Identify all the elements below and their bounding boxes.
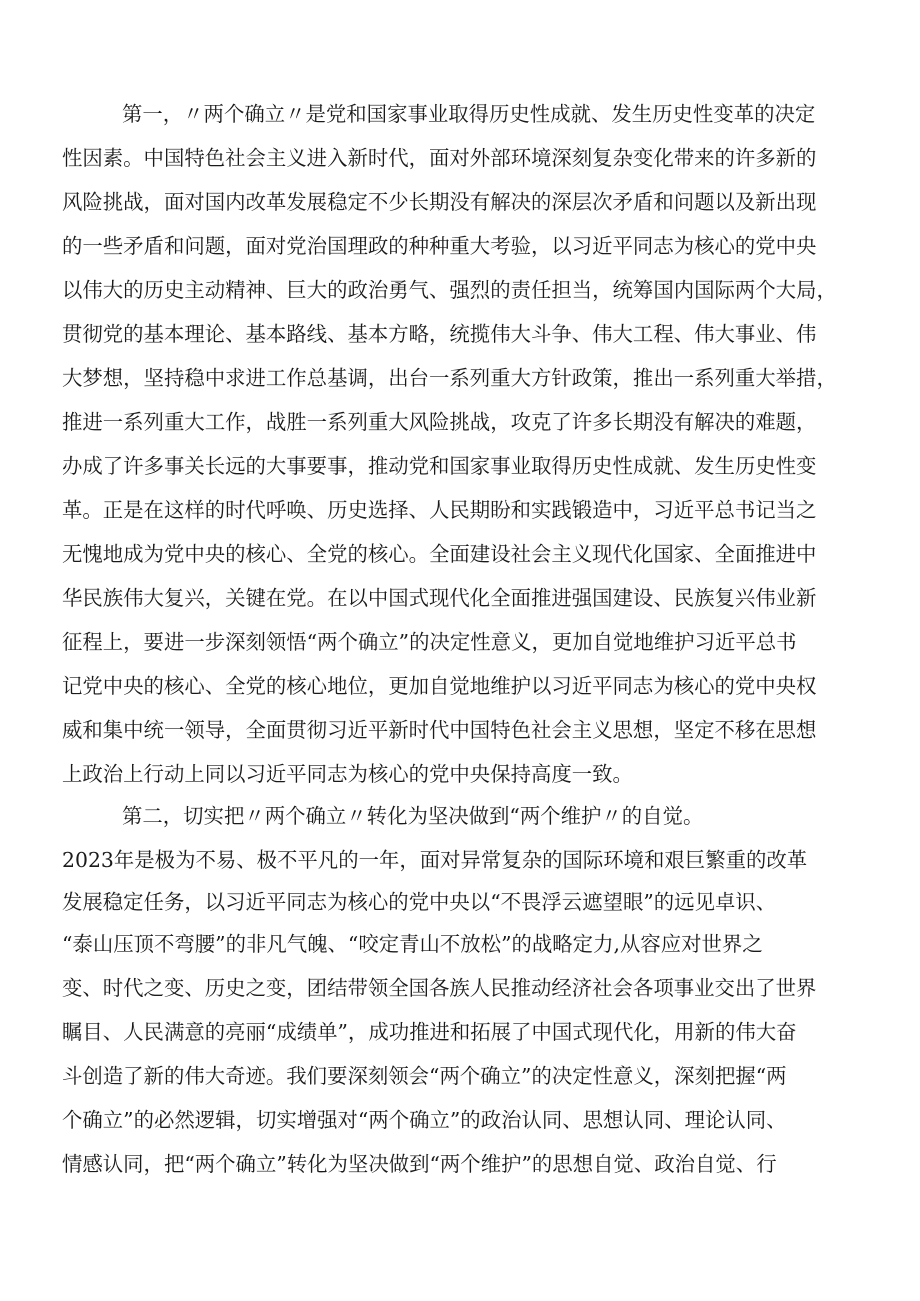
text-line: 发展稳定任务，以习近平同志为核心的党中央以“不畏浮云遮望眼”的远见卓识、 bbox=[62, 890, 777, 914]
text-line: 办成了许多事关长远的大事要事，推动党和国家事业取得历史性成就、发生历史性变 bbox=[62, 454, 817, 478]
text-line: 大梦想，坚持稳中求进工作总基调，出台一系列重大方针政策，推出一系列重大举措， bbox=[62, 366, 837, 390]
text-line: 个确立”的必然逻辑，切实增强对“两个确立”的政治认同、思想认同、理论认同、 bbox=[62, 1108, 787, 1132]
text-line: 的一些矛盾和问题，面对党治国理政的种种重大考验，以习近平同志为核心的党中央 bbox=[62, 234, 817, 258]
text-line: 情感认同，把“两个确立”转化为坚决做到“两个维护”的思想自觉、政治自觉、行 bbox=[62, 1152, 777, 1176]
text-line: 第二，切实把〃两个确立〃转化为坚决做到“两个维护〃的自觉。 bbox=[122, 804, 704, 828]
text-line: 推进一系列重大工作，战胜一系列重大风险挑战，攻克了许多长期没有解决的难题， bbox=[62, 410, 817, 434]
text-line: 革。正是在这样的时代呼唤、历史选择、人民期盼和实践锻造中，习近平总书记当之 bbox=[62, 498, 817, 522]
text-line: 上政治上行动上同以习近平同志为核心的党中央保持高度一致。 bbox=[62, 762, 633, 786]
text-line: 2023年是极为不易、极不平凡的一年，面对异常复杂的国际环境和艰巨繁重的改革 bbox=[62, 848, 808, 872]
text-line: 性因素。中国特色社会主义进入新时代，面对外部环境深刻复杂变化带来的许多新的 bbox=[62, 146, 817, 170]
text-line: 瞩目、人民满意的亮丽“成绩单”，成功推进和拓展了中国式现代化，用新的伟大奋 bbox=[62, 1020, 797, 1044]
text-line: 征程上，要进一步深刻领悟“两个确立”的决定性意义，更加自觉地维护习近平总书 bbox=[62, 630, 797, 654]
text-line: 斗创造了新的伟大奇迹。我们要深刻领会“两个确立”的决定性意义，深刻把握“两 bbox=[62, 1064, 787, 1088]
text-line: 无愧地成为党中央的核心、全党的核心。全面建设社会主义现代化国家、全面推进中 bbox=[62, 542, 817, 566]
text-line: 华民族伟大复兴，关键在党。在以中国式现代化全面推进强国建设、民族复兴伟业新 bbox=[62, 586, 817, 610]
text-line: 风险挑战，面对国内改革发展稳定不少长期没有解决的深层次矛盾和问题以及新出现 bbox=[62, 190, 817, 214]
text-line: 记党中央的核心、全党的核心地位，更加自觉地维护以习近平同志为核心的党中央权 bbox=[62, 674, 817, 698]
text-line: 变、时代之变、历史之变，团结带领全国各族人民推动经济社会各项事业交出了世界 bbox=[62, 976, 817, 1000]
text-line: 贯彻党的基本理论、基本路线、基本方略，统揽伟大斗争、伟大工程、伟大事业、伟 bbox=[62, 322, 817, 346]
text-line: 以伟大的历史主动精神、巨大的政治勇气、强烈的责任担当，统筹国内国际两个大局， bbox=[62, 278, 837, 302]
text-line: 第一，〃两个确立〃是党和国家事业取得历史性成就、发生历史性变革的决定 bbox=[122, 102, 816, 126]
text-line: “泰山压顶不弯腰”的非凡气魄、“咬定青山不放松”的战略定力,从容应对世界之 bbox=[62, 932, 763, 956]
text-line: 威和集中统一领导，全面贯彻习近平新时代中国特色社会主义思想，坚定不移在思想 bbox=[62, 718, 817, 742]
